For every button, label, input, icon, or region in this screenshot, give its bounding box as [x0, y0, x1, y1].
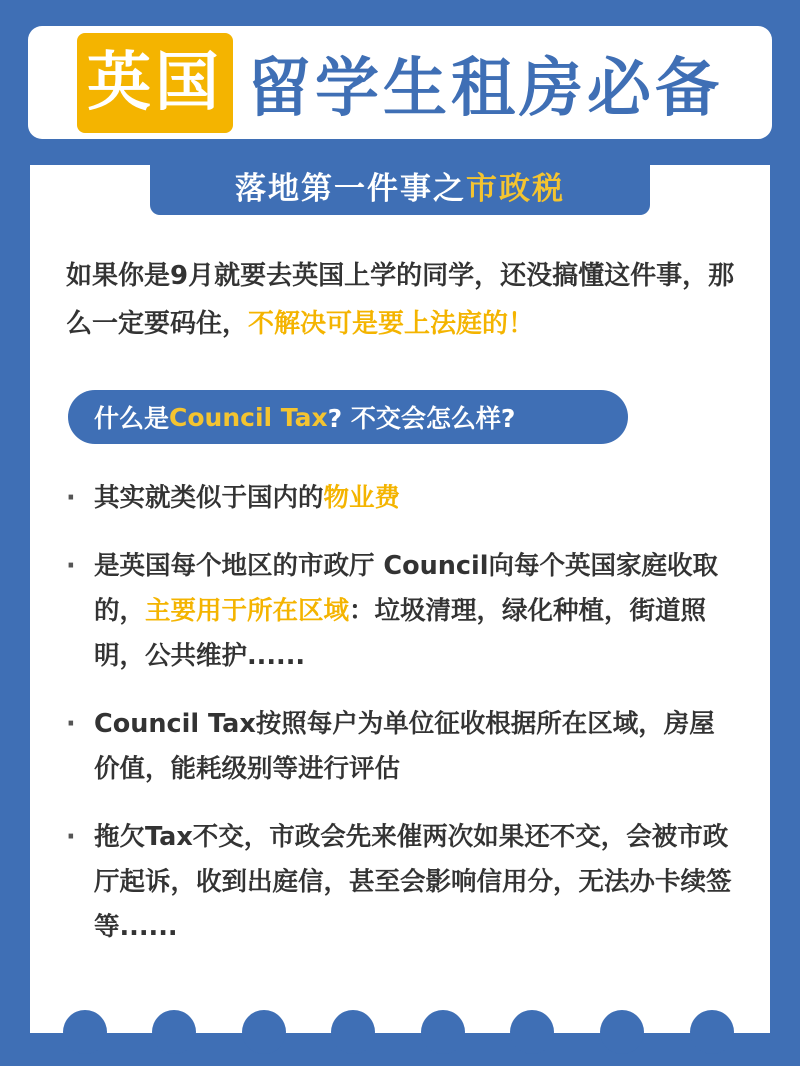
title-banner: [28, 26, 772, 139]
bullet-text-before: 拖欠Tax不交，市政会先来催两次如果还不交，会被市政厅起诉，收到出庭信，甚至会影响信用分，无法办卡续签等......: [94, 822, 732, 942]
bullet-dot: ·: [66, 709, 76, 739]
list-item: [66, 476, 738, 521]
bullet-dot: ·: [66, 822, 76, 852]
decorative-circle: [242, 1010, 286, 1054]
decorative-circle: [331, 1010, 375, 1054]
subtitle-banner: [150, 155, 650, 215]
subtitle-highlight: 市政税: [466, 170, 565, 207]
bullet-text: [94, 815, 738, 950]
question-suffix: ? 不交会怎么样?: [327, 404, 516, 433]
bullet-text: [94, 702, 738, 792]
bullet-text: [94, 476, 738, 521]
bullet-dot: ·: [66, 551, 76, 581]
question-highlight: Council Tax: [169, 402, 328, 432]
question-prefix: 什么是: [94, 404, 170, 433]
decorative-circle: [152, 1010, 196, 1054]
subtitle-prefix: 落地第一件事之: [235, 170, 466, 207]
list-item: [66, 815, 738, 950]
list-item: [66, 702, 738, 792]
decorative-circle: [63, 1010, 107, 1054]
list-item: [66, 544, 738, 679]
bullet-text-before: 其实就类似于国内的: [94, 483, 324, 513]
bullet-highlight: 物业费: [323, 483, 401, 513]
decorative-circle: [600, 1010, 644, 1054]
title-highlight: 英国: [77, 33, 233, 133]
bullet-text-before: 是英国每个地区的市政厅 Council向每个英国家庭收取的，: [94, 551, 719, 626]
bullet-text-after: ：垃圾清理，绿化种植，街道照明，公共维护......: [94, 596, 707, 671]
title-text: 留学生租房必备: [247, 51, 723, 126]
decorative-circle: [510, 1010, 554, 1054]
question-pill: [68, 390, 628, 444]
intro-highlight: 不解决可是要上法庭的！: [248, 309, 535, 339]
decorative-circle: [421, 1010, 465, 1054]
bullet-dot: ·: [66, 483, 76, 513]
intro-text: 如果你是9月就要去英国上学的同学，还没搞懂这件事，那么一定要码住，: [66, 261, 735, 339]
decorative-circle: [690, 1010, 734, 1054]
intro-paragraph: [66, 252, 746, 348]
bullet-text-before: Council Tax按照每户为单位征收根据所在区域，房屋价值，能耗级别等进行评估: [94, 709, 715, 784]
bullet-list: [66, 476, 738, 973]
bullet-highlight: 主要用于所在区域: [145, 596, 350, 626]
bullet-text: [94, 544, 738, 679]
